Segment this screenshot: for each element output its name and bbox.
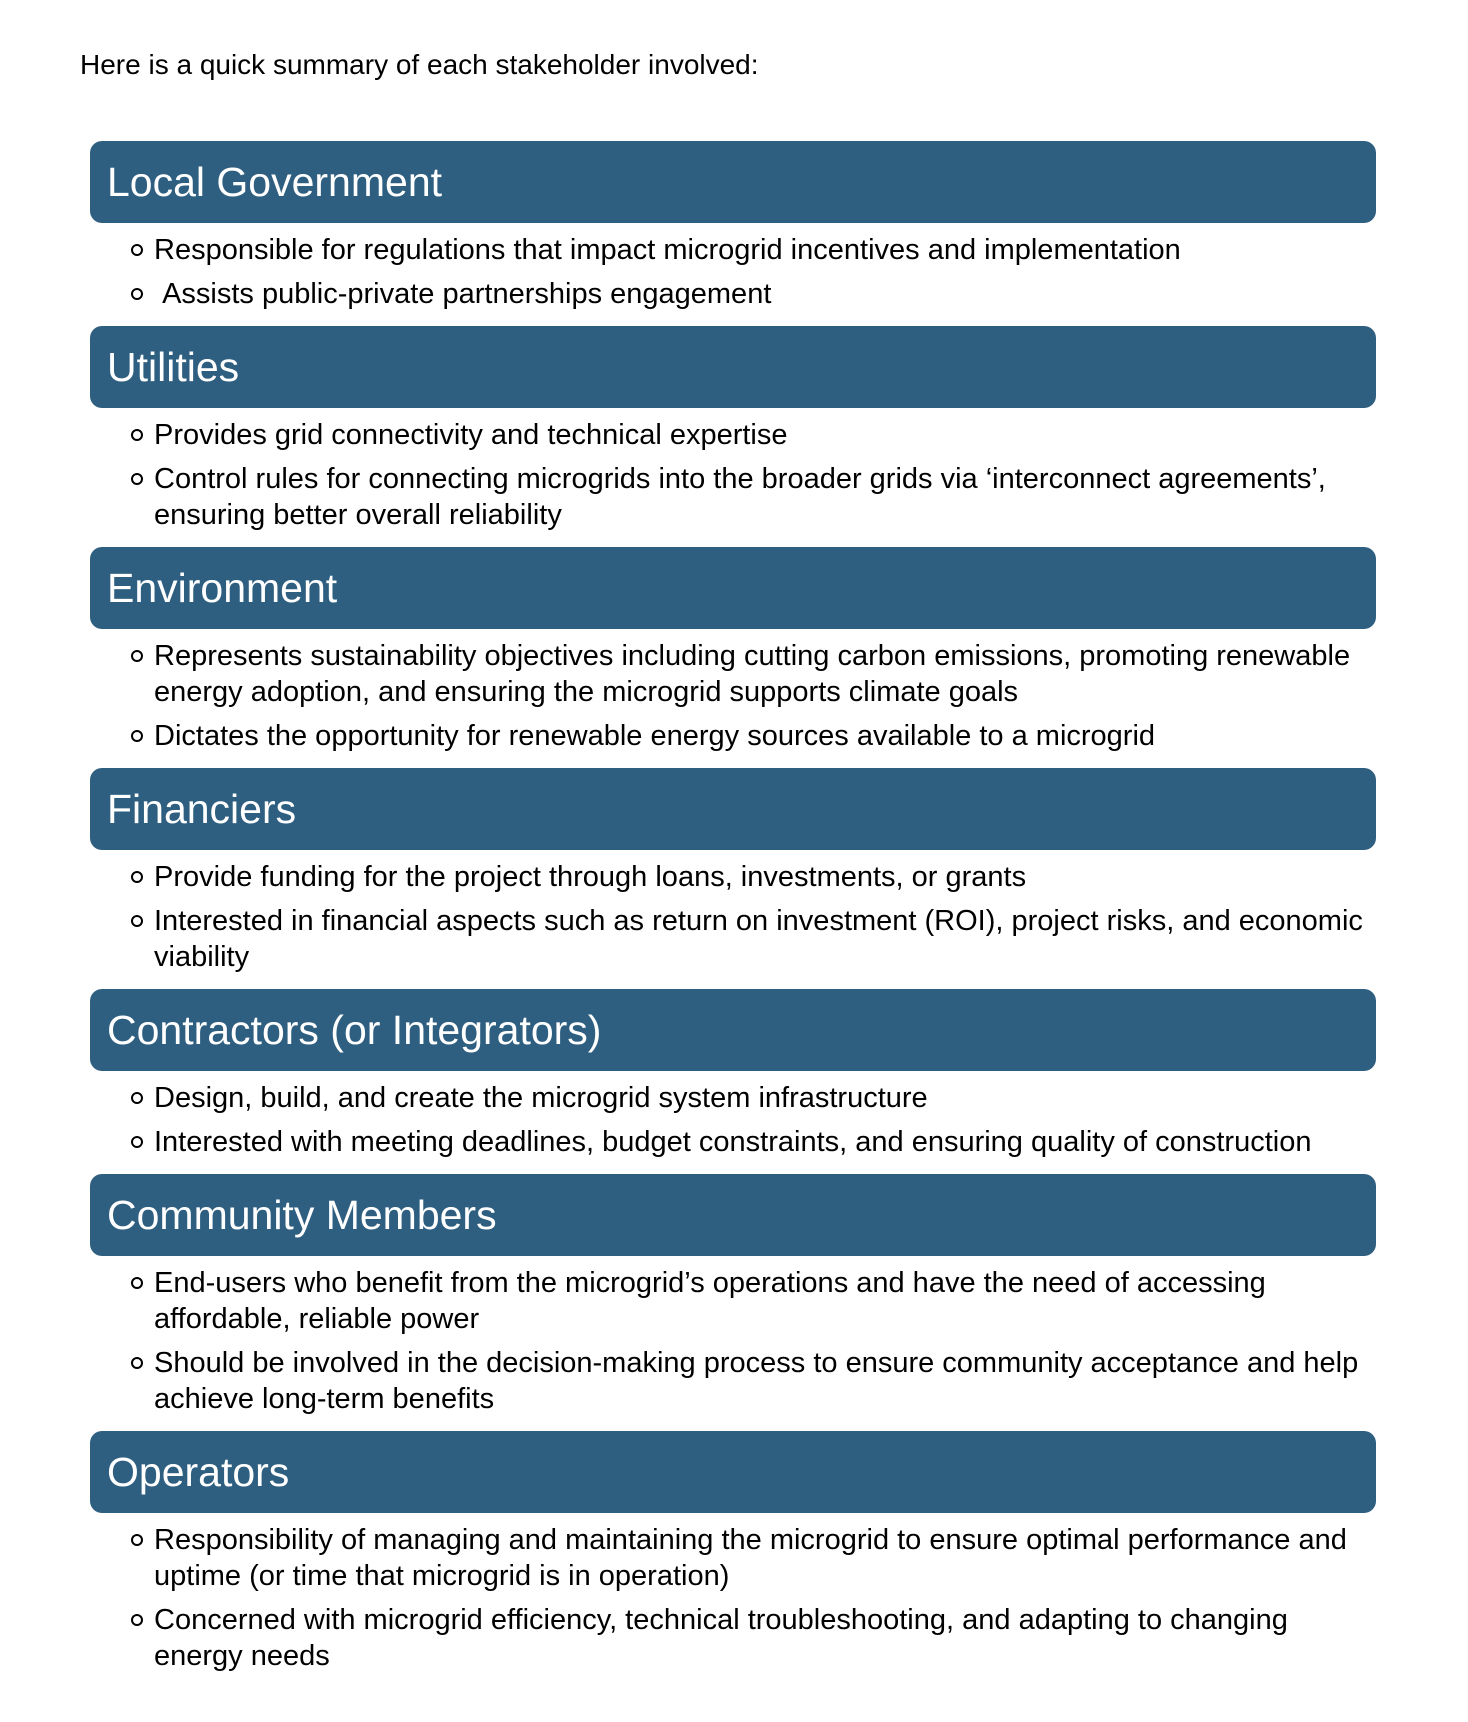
- bullet-text: Concerned with microgrid efficiency, technical troubleshooting, and adapting to changing energy needs: [154, 1604, 1288, 1672]
- bullet-text: Dictates the opportunity for renewable energy sources available to a microgrid: [154, 720, 1156, 752]
- hollow-circle-bullet-icon: [131, 871, 143, 883]
- bullet-text: End-users who benefit from the microgrid’s operations and have the need of accessing affordable, reliable power: [154, 1267, 1266, 1335]
- bullet-text: Responsibility of managing and maintaining the microgrid to ensure optimal performance and uptime (or time that microgrid is in operation): [154, 1524, 1347, 1592]
- bullet-item: [90, 1124, 1376, 1160]
- bullet-text: Interested in financial aspects such as return on investment (ROI), project risks, and economic viability: [154, 905, 1363, 973]
- bullet-text: Interested with meeting deadlines, budget constraints, and ensuring quality of construction: [154, 1126, 1312, 1158]
- hollow-circle-bullet-icon: [131, 473, 143, 485]
- hollow-circle-bullet-icon: [131, 1614, 143, 1626]
- bullet-list: [90, 850, 1376, 989]
- bullet-item: [90, 859, 1376, 895]
- bullet-text: Assists public-private partnerships engagement: [154, 278, 772, 310]
- hollow-circle-bullet-icon: [131, 1357, 143, 1369]
- stakeholder-list: [90, 141, 1376, 1688]
- bullet-text: Provides grid connectivity and technical expertise: [154, 419, 788, 451]
- section-utilities: [90, 326, 1376, 547]
- bullet-item: [90, 1602, 1376, 1674]
- bullet-item: [90, 638, 1376, 710]
- hollow-circle-bullet-icon: [131, 1136, 143, 1148]
- bullet-text: Provide funding for the project through loans, investments, or grants: [154, 861, 1027, 893]
- hollow-circle-bullet-icon: [131, 730, 143, 742]
- section-operators: [90, 1431, 1376, 1688]
- intro-text: Here is a quick summary of each stakeholder involved:: [80, 49, 759, 80]
- section-community-members: [90, 1174, 1376, 1431]
- bullet-text: Responsible for regulations that impact microgrid incentives and implementation: [154, 234, 1181, 266]
- section-header: Community Members: [90, 1174, 1376, 1256]
- hollow-circle-bullet-icon: [131, 1277, 143, 1289]
- bullet-item: [90, 461, 1376, 533]
- section-financiers: [90, 768, 1376, 989]
- section-header: Utilities: [90, 326, 1376, 408]
- section-local-government: [90, 141, 1376, 326]
- section-header: Operators: [90, 1431, 1376, 1513]
- bullet-list: [90, 223, 1376, 326]
- bullet-item: [90, 1080, 1376, 1116]
- bullet-list: [90, 1256, 1376, 1431]
- hollow-circle-bullet-icon: [131, 429, 143, 441]
- bullet-text: Control rules for connecting microgrids into the broader grids via ‘interconnect agreements’, ensuring better overall reliability: [154, 463, 1326, 531]
- hollow-circle-bullet-icon: [131, 915, 143, 927]
- bullet-item: [90, 1345, 1376, 1417]
- section-header: Contractors (or Integrators): [90, 989, 1376, 1071]
- hollow-circle-bullet-icon: [131, 1534, 143, 1546]
- bullet-item: [90, 276, 1376, 312]
- bullet-item: [90, 417, 1376, 453]
- bullet-text: Represents sustainability objectives including cutting carbon emissions, promoting renewable energy adoption, and ensuring the microgrid supports climate goals: [154, 640, 1351, 708]
- bullet-item: [90, 1265, 1376, 1337]
- bullet-text: Design, build, and create the microgrid system infrastructure: [154, 1082, 928, 1114]
- section-contractors: [90, 989, 1376, 1174]
- hollow-circle-bullet-icon: [131, 288, 143, 300]
- hollow-circle-bullet-icon: [131, 244, 143, 256]
- section-header: Financiers: [90, 768, 1376, 850]
- bullet-item: [90, 718, 1376, 754]
- hollow-circle-bullet-icon: [131, 650, 143, 662]
- bullet-text: Should be involved in the decision-making process to ensure community acceptance and help achieve long-term benefits: [154, 1347, 1359, 1415]
- bullet-list: [90, 629, 1376, 768]
- hollow-circle-bullet-icon: [131, 1092, 143, 1104]
- bullet-list: [90, 1071, 1376, 1174]
- section-environment: [90, 547, 1376, 768]
- bullet-item: [90, 903, 1376, 975]
- bullet-item: [90, 232, 1376, 268]
- bullet-list: [90, 1513, 1376, 1688]
- bullet-item: [90, 1522, 1376, 1594]
- section-header: Environment: [90, 547, 1376, 629]
- bullet-list: [90, 408, 1376, 547]
- section-header: Local Government: [90, 141, 1376, 223]
